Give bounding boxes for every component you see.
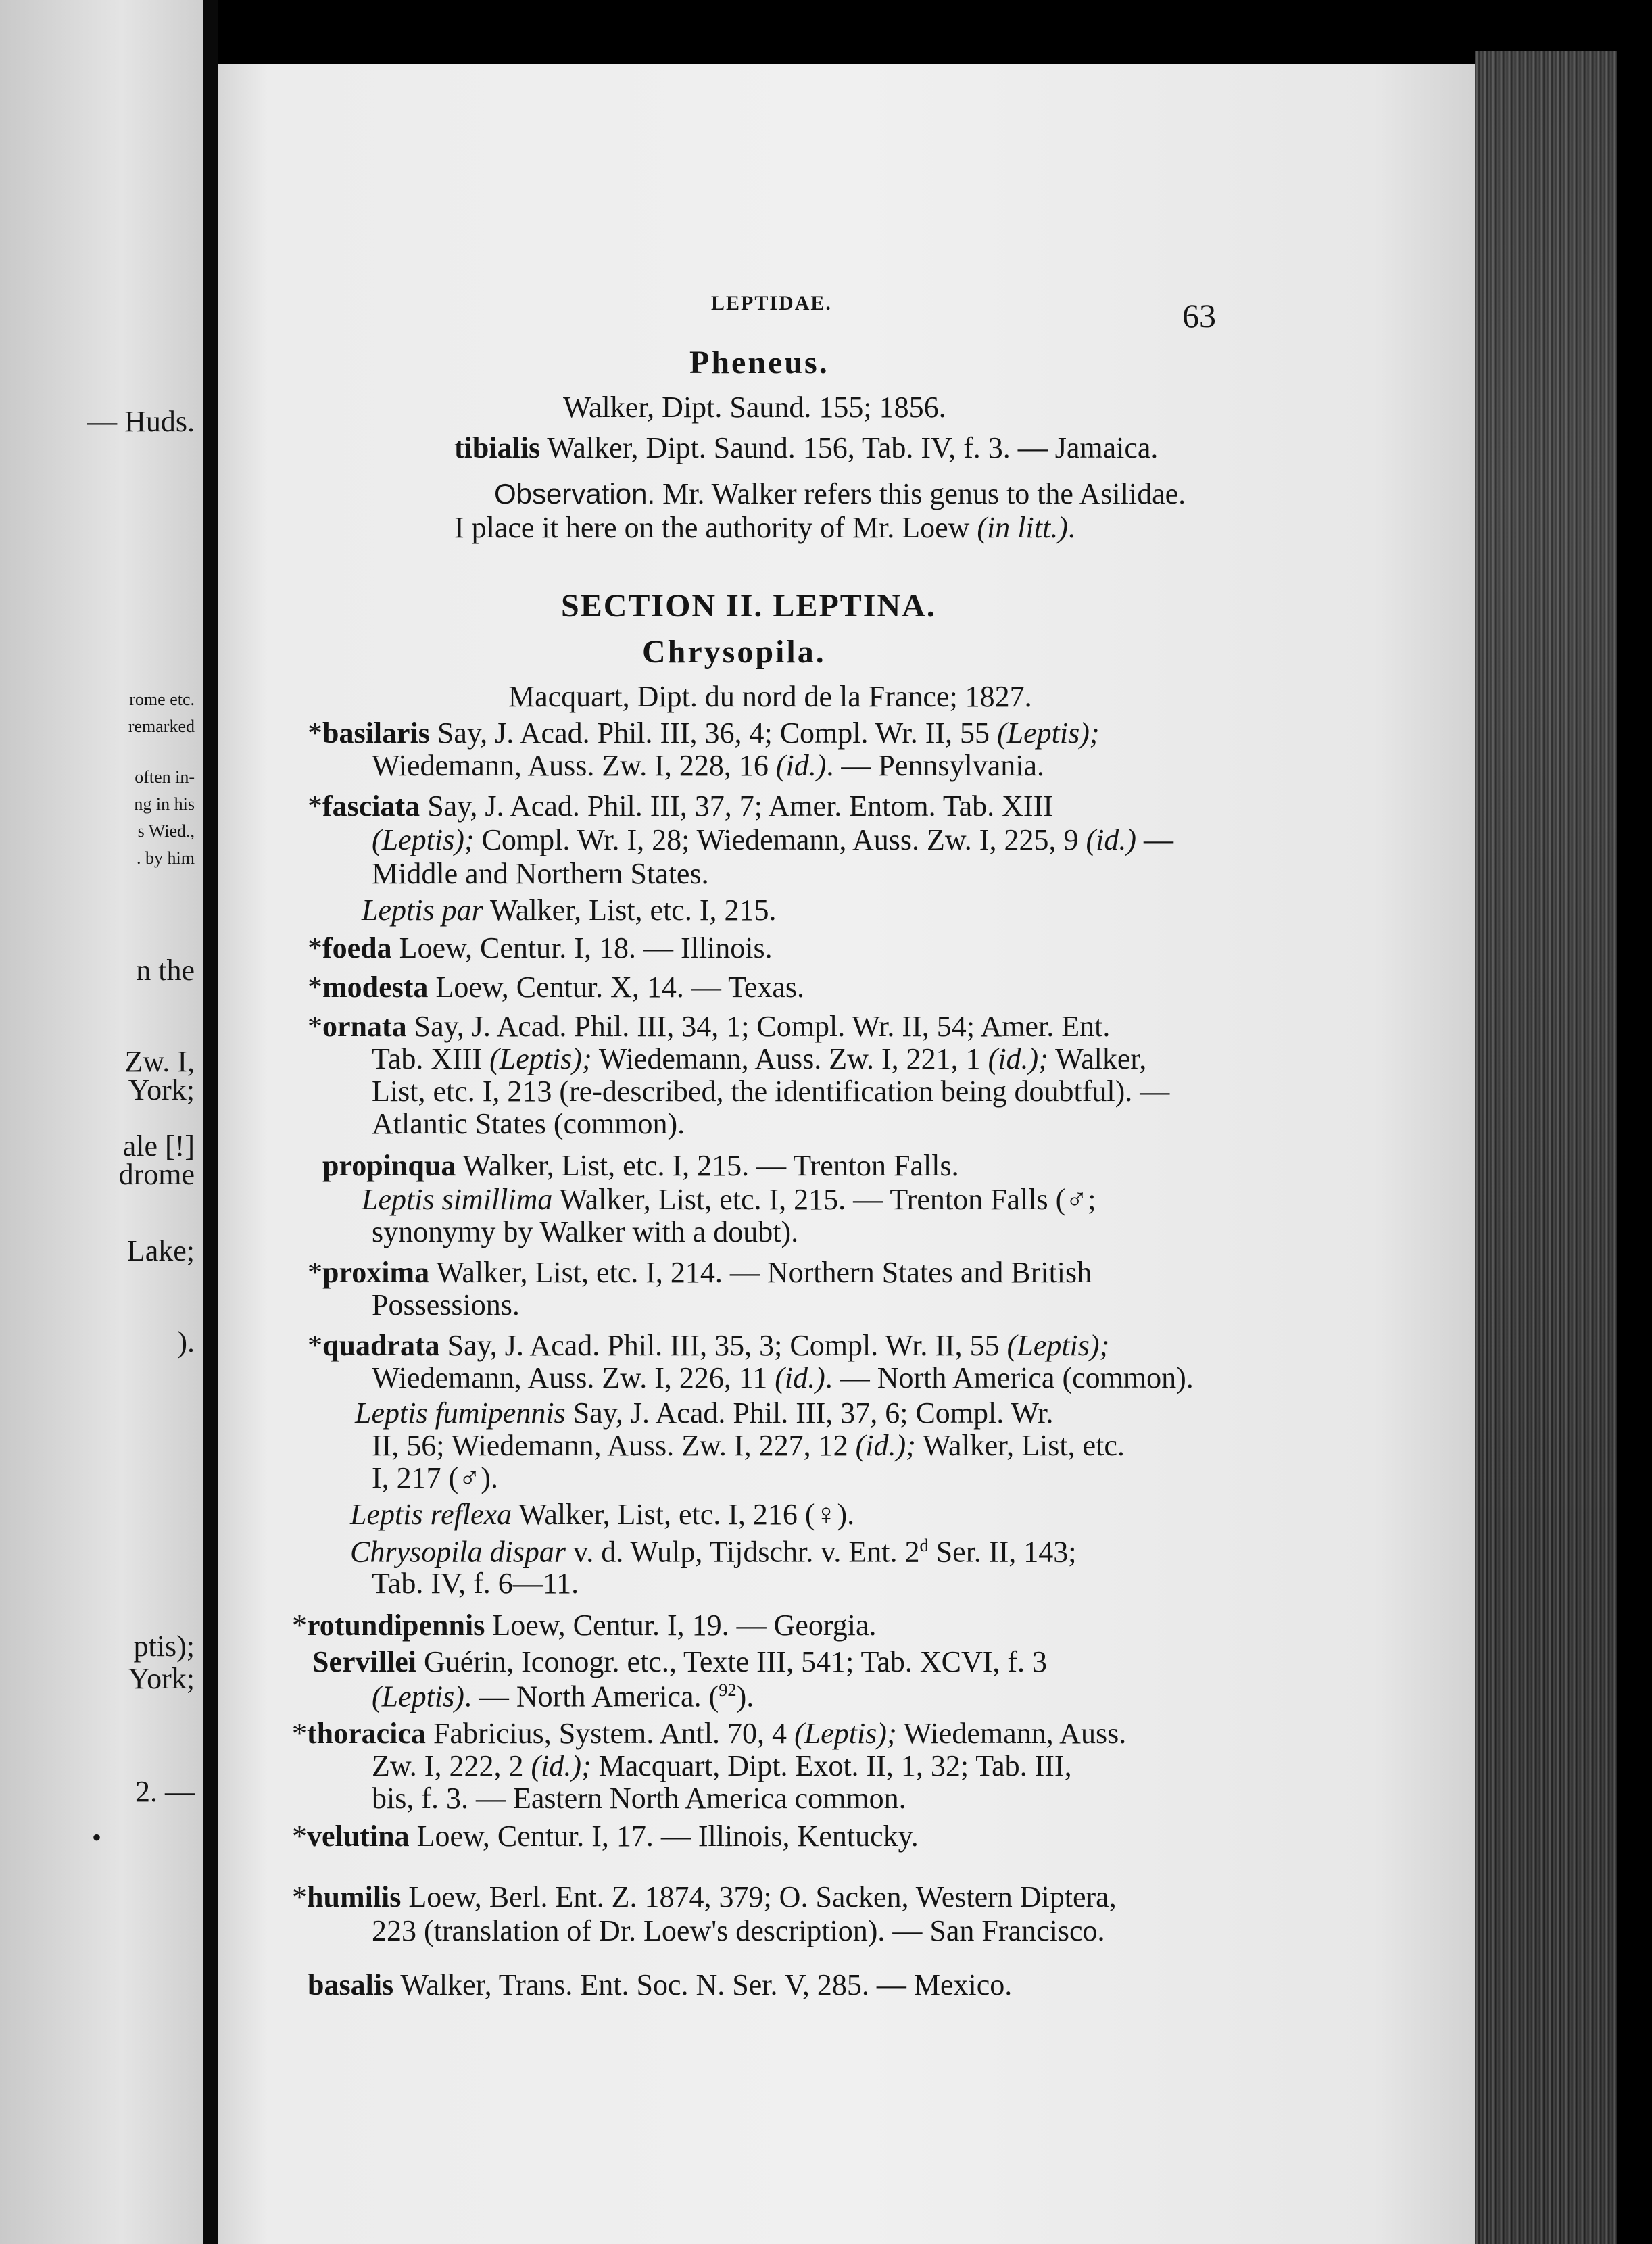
species-entry-continuation: List, etc. I, 213 (re-described, the identification being doubtful). — xyxy=(372,1075,1170,1108)
prev-page-text: York; xyxy=(128,1073,195,1106)
observation-label: Observation. xyxy=(494,478,656,510)
synonym-entry-chrysopila-dispar: Chrysopila dispar v. d. Wulp, Tijdschr. v. Ent. 2$^d$ Ser. II, 143; xyxy=(350,1535,1077,1569)
species-entry-modesta: *modesta Loew, Centur. X, 14. — Texas. xyxy=(308,971,805,1004)
prev-page-text: . by him xyxy=(137,848,195,868)
book-page xyxy=(218,64,1475,2244)
prev-page-text: • xyxy=(91,1822,101,1853)
synonym-entry-leptis-fumipennis: Leptis fumipennis Say, J. Acad. Phil. III, 37, 6; Compl. Wr. xyxy=(355,1396,1054,1430)
running-head: LEPTIDAE. xyxy=(711,292,832,314)
species-entry-proxima: *proxima Walker, List, etc. I, 214. — Northern States and British xyxy=(308,1256,1092,1289)
species-entry-basilaris: *basilaris Say, J. Acad. Phil. III, 36, 4; Compl. Wr. II, 55 (Leptis); xyxy=(308,716,1100,750)
prev-page-text: Zw. I, xyxy=(124,1045,195,1078)
species-entry-continuation: (Leptis); Compl. Wr. I, 28; Wiedemann, Auss. Zw. I, 225, 9 (id.) — xyxy=(372,823,1173,856)
species-entry-fasciata: *fasciata Say, J. Acad. Phil. III, 37, 7; Amer. Entom. Tab. XIII xyxy=(308,789,1053,823)
species-entry-continuation: I, 217 (♂). xyxy=(372,1461,498,1494)
species-entry-continuation: Zw. I, 222, 2 (id.); Macquart, Dipt. Exot. II, 1, 32; Tab. III, xyxy=(372,1749,1072,1782)
prev-page-text: 2. — xyxy=(135,1775,195,1808)
species-entry-ornata: *ornata Say, J. Acad. Phil. III, 34, 1; Compl. Wr. II, 54; Amer. Ent. xyxy=(308,1010,1111,1043)
prev-page-text: — Huds. xyxy=(87,405,195,438)
observation-line-2: I place it here on the authority of Mr. Loew (in litt.). xyxy=(454,511,1075,544)
prev-page-text: ng in his xyxy=(134,794,195,814)
prev-page-text: rome etc. xyxy=(129,689,195,709)
prev-page-text: ptis); xyxy=(133,1630,195,1663)
species-entry-propinqua: propinqua Walker, List, etc. I, 215. — Trenton Falls. xyxy=(322,1149,959,1182)
genus-reference: Macquart, Dipt. du nord de la France; 1827. xyxy=(508,680,1032,713)
genus-reference: Walker, Dipt. Saund. 155; 1856. xyxy=(563,391,946,424)
synonym-entry-leptis-reflexa: Leptis reflexa Walker, List, etc. I, 216 (♀). xyxy=(350,1498,855,1531)
prev-page-text: s Wied., xyxy=(137,821,195,841)
prev-page-text: drome xyxy=(118,1158,195,1191)
prev-page-text: Lake; xyxy=(126,1234,195,1267)
species-entry-continuation: Middle and Northern States. xyxy=(372,857,709,890)
prev-page-text: York; xyxy=(128,1662,195,1695)
species-entry-continuation: synonymy by Walker with a doubt). xyxy=(372,1215,799,1248)
species-entry-continuation: 223 (translation of Dr. Loew's description). — San Francisco. xyxy=(372,1914,1105,1947)
species-name: tibialis xyxy=(454,431,541,464)
prev-page-text: ale [!] xyxy=(122,1129,195,1163)
species-entry-humilis: *humilis Loew, Berl. Ent. Z. 1874, 379; O. Sacken, Western Diptera, xyxy=(292,1880,1117,1913)
genus-heading-chrysopila: Chrysopila. xyxy=(642,634,826,670)
prev-page-text: often in- xyxy=(135,767,195,787)
species-entry-continuation: Tab. IV, f. 6—11. xyxy=(372,1567,579,1600)
page-stack-edge xyxy=(1475,51,1617,2244)
species-entry-thoracica: *thoracica Fabricius, System. Antl. 70, 4 (Leptis); Wiedemann, Auss. xyxy=(292,1717,1127,1750)
species-entry-continuation: Wiedemann, Auss. Zw. I, 228, 16 (id.). — Pennsylvania. xyxy=(372,749,1045,782)
species-entry-continuation: Tab. XIII (Leptis); Wiedemann, Auss. Zw. I, 221, 1 (id.); Walker, xyxy=(372,1042,1147,1075)
previous-page-fragment xyxy=(0,0,203,2244)
species-entry-tibialis: tibialis Walker, Dipt. Saund. 156, Tab. IV, f. 3. — Jamaica. xyxy=(454,431,1159,464)
synonym-entry-leptis-par: Leptis par Walker, List, etc. I, 215. xyxy=(362,894,777,927)
species-entry-quadrata: *quadrata Say, J. Acad. Phil. III, 35, 3; Compl. Wr. II, 55 (Leptis); xyxy=(308,1329,1110,1362)
species-entry-continuation: Atlantic States (common). xyxy=(372,1107,685,1140)
page-number: 63 xyxy=(1182,297,1216,335)
genus-heading-pheneus: Pheneus. xyxy=(689,345,829,381)
species-entry-velutina: *velutina Loew, Centur. I, 17. — Illinois, Kentucky. xyxy=(292,1820,919,1853)
species-entry-foeda: *foeda Loew, Centur. I, 18. — Illinois. xyxy=(308,931,773,965)
synonym-entry-leptis-simillima: Leptis simillima Walker, List, etc. I, 215. — Trenton Falls (♂; xyxy=(362,1183,1096,1216)
observation-line-1: Observation. Mr. Walker refers this genus to the Asilidae. xyxy=(494,477,1186,510)
species-entry-continuation: II, 56; Wiedemann, Auss. Zw. I, 227, 12 (id.); Walker, List, etc. xyxy=(372,1429,1125,1462)
book-gutter xyxy=(203,0,218,2244)
species-entry-continuation: (Leptis). — North America. ($^{92}$). xyxy=(372,1680,754,1713)
section-heading: SECTION II. LEPTINA. xyxy=(561,588,936,624)
species-entry-continuation: Wiedemann, Auss. Zw. I, 226, 11 (id.). — North America (common). xyxy=(372,1361,1194,1394)
prev-page-text: ). xyxy=(177,1325,195,1359)
species-entry-continuation: Possessions. xyxy=(372,1288,520,1321)
prev-page-text: remarked xyxy=(128,716,195,736)
species-entry-continuation: bis, f. 3. — Eastern North America common. xyxy=(372,1782,906,1815)
species-entry-servillei: Servillei Guérin, Iconogr. etc., Texte III, 541; Tab. XCVI, f. 3 xyxy=(312,1645,1048,1678)
species-entry-rotundipennis: *rotundipennis Loew, Centur. I, 19. — Georgia. xyxy=(292,1609,877,1642)
prev-page-text: n the xyxy=(136,954,195,987)
species-entry-basalis: basalis Walker, Trans. Ent. Soc. N. Ser. V, 285. — Mexico. xyxy=(308,1968,1013,2001)
